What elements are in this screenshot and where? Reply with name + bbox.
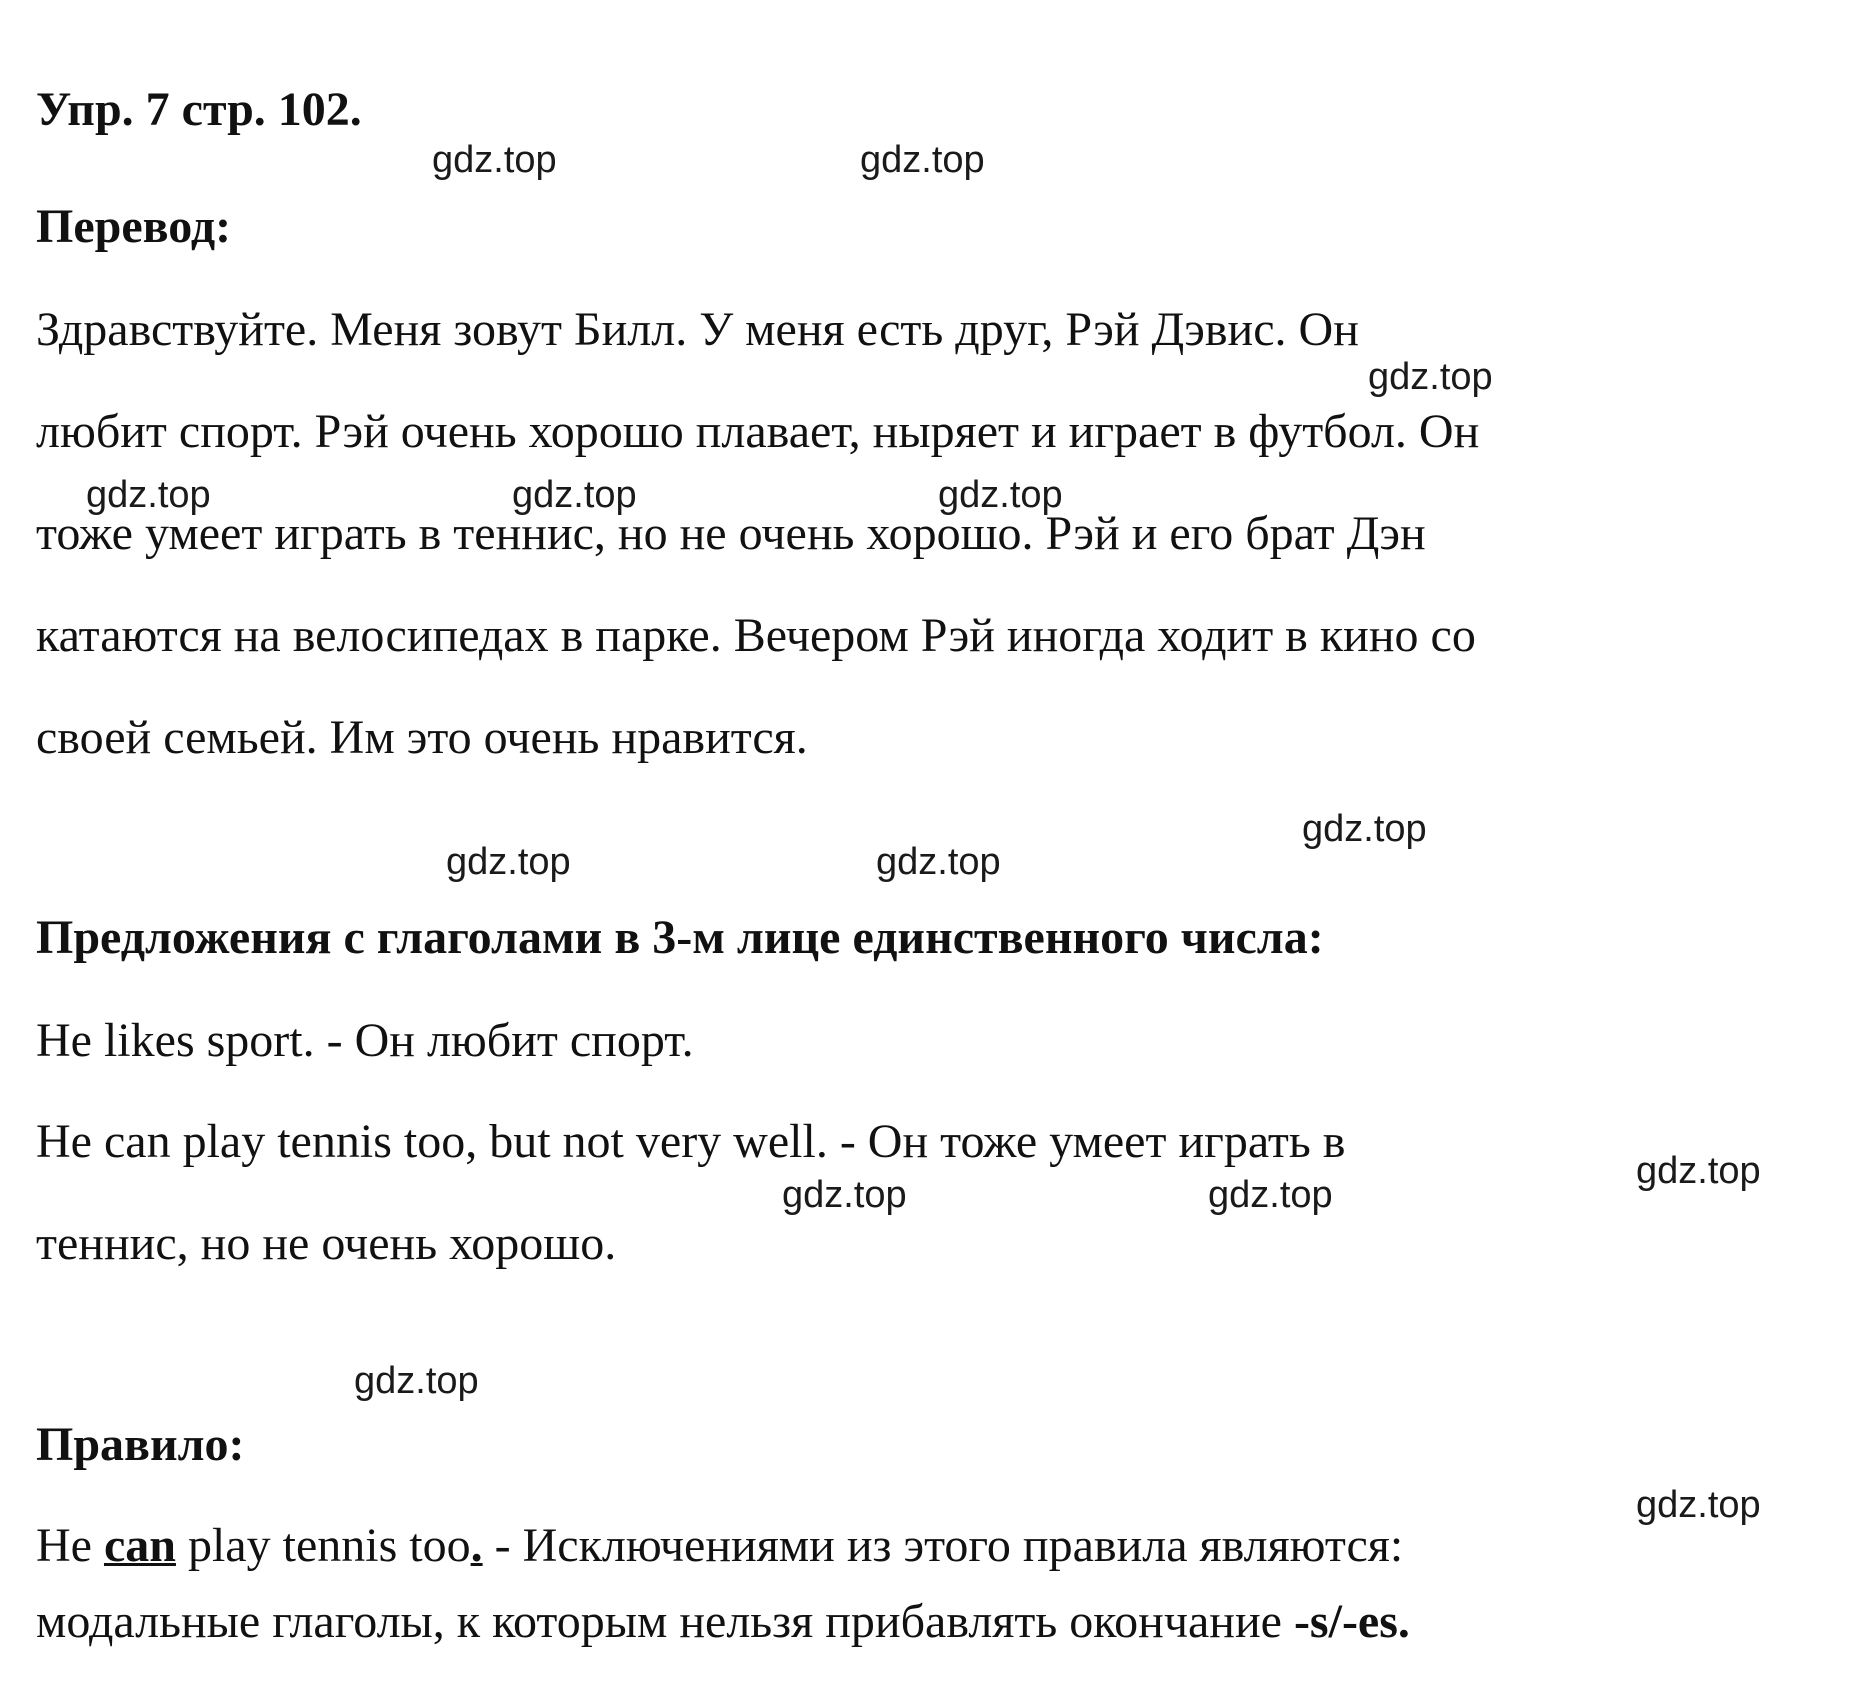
watermark: gdz.top [1636, 1484, 1761, 1526]
rule-middle: play tennis too [175, 1519, 471, 1572]
watermark: gdz.top [938, 474, 1063, 516]
watermark: gdz.top [86, 474, 211, 516]
rule-line-2-text: модальные глаголы, к которым нельзя прибавлять окончание [36, 1595, 1294, 1648]
watermark: gdz.top [1636, 1150, 1761, 1192]
rule-prefix: He [36, 1519, 104, 1572]
rule-heading: Правило: [36, 1418, 245, 1471]
translation-line-1: Здравствуйте. Меня зовут Билл. У меня есть друг, Рэй Дэвис. Он [36, 303, 1359, 356]
watermark: gdz.top [1208, 1174, 1333, 1216]
watermark: gdz.top [512, 474, 637, 516]
watermark: gdz.top [782, 1174, 907, 1216]
rule-line-1 [36, 1519, 1404, 1572]
translation-heading: Перевод: [36, 200, 232, 253]
watermark: gdz.top [1302, 808, 1427, 850]
translation-line-4: катаются на велосипедах в парке. Вечером Рэй иногда ходит в кино со [36, 609, 1476, 662]
rule-suffix: - Исключениями из этого правила являются: [482, 1519, 1404, 1572]
watermark: gdz.top [432, 139, 557, 181]
sentences-heading: Предложения с глаголами в 3-м лице единственного числа: [36, 911, 1324, 964]
sentence-line-2: He can play tennis too, but not very well. - Он тоже умеет играть в [36, 1115, 1346, 1168]
watermark: gdz.top [1368, 356, 1493, 398]
modal-verb-can: can [103, 1519, 176, 1572]
sentence-line-1: He likes sport. - Он любит спорт. [36, 1014, 694, 1067]
rule-dot: . [470, 1519, 483, 1572]
watermark: gdz.top [446, 841, 571, 883]
translation-line-2: любит спорт. Рэй очень хорошо плавает, ныряет и играет в футбол. Он [36, 405, 1480, 458]
watermark: gdz.top [876, 841, 1001, 883]
rule-ending: -s/-es. [1293, 1595, 1410, 1648]
translation-line-3: тоже умеет играть в теннис, но не очень хорошо. Рэй и его брат Дэн [36, 507, 1426, 560]
watermark: gdz.top [354, 1360, 479, 1402]
sentence-line-3: теннис, но не очень хорошо. [36, 1217, 617, 1270]
watermark: gdz.top [860, 139, 985, 181]
rule-line-2 [36, 1595, 1410, 1648]
exercise-title: Упр. 7 стр. 102. [36, 83, 362, 136]
translation-line-5: своей семьей. Им это очень нравится. [36, 711, 808, 764]
